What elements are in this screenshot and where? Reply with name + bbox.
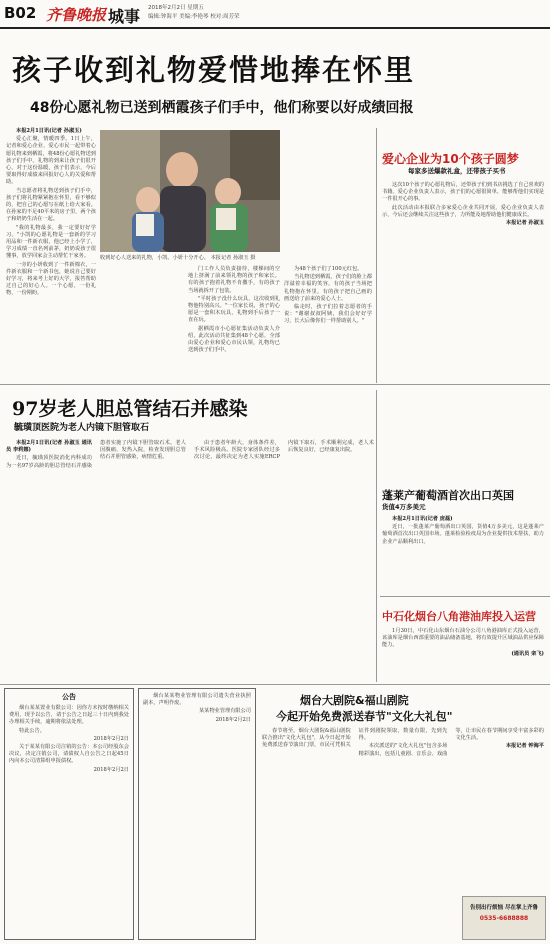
- article3-body: [262, 728, 544, 758]
- lead-paragraph: 当志愿者将礼物送到孩子们手中，孩子们将礼物紧紧抱在怀里，看不够似的，把自己的心愿写在纸上给大家看。在孙家的不足40平米的房子里，两个孩子和奶奶生活在一起。: [6, 187, 96, 223]
- sidebar1-subheadline: 每家多送爆款礼盒，还带孩子买书: [408, 167, 506, 175]
- notice-company: 某某物业管理有限公司: [199, 708, 251, 715]
- app-ad: [462, 896, 546, 940]
- issue-date: 2018年2月2日 星期五: [148, 5, 204, 11]
- sidebar1-headline: 爱心企业为10个孩子圆梦: [382, 152, 519, 166]
- lead-paragraph: 当礼物送到栖霞，孩子们的脸上都洋溢着幸福的笑容，有的孩子当场把礼物抱在怀里，有的孩子把自己画的画送给了前来的爱心人士。: [284, 274, 372, 302]
- lead-column-1: [6, 128, 96, 299]
- lead-subheadline: 48份心愿礼物已送到栖霞孩子们手中，他们称要以好成绩回报: [30, 100, 414, 116]
- children-photo-illustration: [100, 130, 280, 252]
- sidebar3-body: [382, 628, 544, 659]
- ad-title: 告别出行烦恼 尽在掌上齐鲁: [470, 905, 538, 911]
- lead-byline: 本报2月1日讯(记者 孙淑玉): [16, 128, 82, 134]
- newspaper-logo: 齐鲁晚报: [46, 6, 107, 24]
- column-rule: [376, 390, 377, 682]
- article3-subheadline: 今起开始免费派送春节"文化大礼包": [276, 710, 453, 723]
- article2-paragraph: 近日，毓璜顶医院消化内科成功为一名97岁高龄的胆总管结石并感染患者实施了内镜下胆管取石术。老人因腹痛、发热入院，检查发现胆总管结石并胆管感染，病情危重。: [6, 440, 186, 469]
- lead-photo: [100, 130, 280, 252]
- lead-paragraph: 为48个孩子们了100元红包。: [294, 266, 363, 272]
- page-number: B02: [4, 4, 37, 22]
- article2-byline: 本报2月1日讯(记者 孙淑玉 通讯员 李莉娜): [6, 440, 92, 454]
- lead-paragraph: 临走时，孩子们拉着志愿者的手说："谢谢叔叔阿姨，我们会好好学习，长大后像你们一样帮助别人。": [284, 304, 372, 325]
- article3-paragraph: 本次派送的"文化大礼包"包含多场精彩演出，包括儿童剧、音乐会、戏曲等，让市民在春节期间享受丰富多彩的文化生活。: [358, 728, 544, 757]
- editors-line: 编辑:钟海平 美编:李艳琴 校对:周芳荣: [148, 14, 240, 20]
- sidebar1-byline: 本报记者 孙淑玉: [505, 220, 544, 227]
- article2-body: [6, 440, 374, 470]
- notice-paragraph: 烟台某某置业有限公司：因你方未按时缴纳相关费用，现予以公告，请于公告之日起三十日内到我处办理相关手续，逾期将依法处理。: [9, 705, 129, 726]
- section-divider: [0, 684, 550, 685]
- section-divider: [380, 596, 550, 597]
- ad-phone: 0535-6688888: [479, 915, 529, 922]
- article3-byline: 本报记者 钟海平: [505, 743, 544, 750]
- article3-paragraph: 春节将至，烟台大剧院&福山剧院联合推出"文化大礼包"，从今日起开始免费派送春节演出门票，市民可凭相关证件到剧院领取，数量有限，先到先得。: [262, 728, 448, 749]
- sidebar3-byline: (通讯员 栾飞): [511, 650, 544, 657]
- sidebar1-body: [382, 182, 544, 228]
- sidebar1-paragraph: 这次10个孩子的心愿礼物后，还带孩子们到书店挑选了自己喜欢的书籍。爱心企业负责人表示，孩子们的心愿很简单，能够帮他们实现是一件很开心的事。: [382, 182, 544, 203]
- lead-column-2: [188, 266, 280, 355]
- sidebar3-paragraph: 1月30日，中石化山东烟台石油分公司八角港油库正式投入运营，该油库是烟台西部重要的油品储备基地，将有效提升区域油品供应保障能力。: [382, 628, 544, 649]
- notice-date: 2018年2月2日: [93, 735, 129, 742]
- notice-box: [4, 688, 134, 940]
- sidebar2-subheadline: 货值4万多美元: [382, 503, 426, 511]
- article2-subheadline: 毓璜顶医院为老人内镜下胆管取石: [14, 423, 150, 433]
- article2-paragraph: 由于患者年龄大，身体条件差，手术风险极高。医院专家团队经过多次讨论，最终决定为老人实施ERCP内镜下取石，手术顺利完成，老人术后恢复良好，已经康复出院。: [194, 440, 374, 461]
- notice-body-2: [139, 689, 255, 729]
- sidebar3-headline: 中石化烟台八角港油库投入运营: [382, 610, 536, 623]
- sidebar2-body: [382, 516, 544, 547]
- notice-paragraph: 关于某某有限公司注销的公告：本公司经股东会决议，决定注销公司，请债权人自公告之日起45日内向本公司清算组申报债权。: [9, 744, 129, 765]
- notice-paragraph: 烟台某某物业管理有限公司遗失营业执照副本，声明作废。: [143, 693, 251, 707]
- article3-headline: 烟台大剧院&福山剧院: [300, 694, 409, 707]
- lead-paragraph: "我的礼物最多，我一定要好好学习。"小凯的心愿礼物是一套新的学习用品和一件新衣服，他已经上小学了，学习成绩一直名列前茅，奶奶说孩子很懂事，放学回家会主动帮忙干家务。: [6, 224, 96, 260]
- notice-box-2: [138, 688, 256, 940]
- section-title: 城事: [108, 7, 141, 26]
- column-rule: [376, 128, 377, 383]
- notice-paragraph: 特此公告。: [19, 727, 45, 734]
- notice-body: [5, 702, 133, 778]
- lead-headline: 孩子收到礼物爱惜地捧在怀里: [12, 53, 416, 87]
- notice-title: 公告: [62, 693, 76, 701]
- sidebar2-byline: 本报2月1日讯(记者 庞磊): [392, 516, 453, 522]
- article2-headline: 97岁老人胆总管结石并感染: [12, 398, 248, 420]
- lead-paragraph: 一旁的小妍收到了一件新棉衣，一件新衣服和一个新书包，她说自己要好好学习，将来考上好的大学，报答帮助过自己的好心人。一个心愿，一份礼物，一份期盼。: [6, 261, 96, 297]
- header-rule: [0, 27, 550, 29]
- lead-paragraph: 爱心汇聚，情暖四季。1日上午，记者和爱心企业、爱心市民一起带着心愿礼物来到栖霞，将48份心愿礼物送到孩子们手中。礼物的到来让孩子们很开心，对于这份温暖，孩子们表示，今后要取得好成绩来回报好心人的关爱和帮助。: [6, 136, 96, 186]
- lead-paragraph: 据栖霞市小心愿征集活动负责人介绍，此次活动共征集到48个心愿，全部由爱心企业和爱心市民认领，礼物均已送到孩子们手中。: [188, 325, 280, 354]
- lead-paragraph: 门工作人员负责接待，楼梯间的空地上挤满了前来领礼物的孩子和家长。有的孩子抱着礼物不肯撒手，有的孩子当场就拆开了包装。: [188, 266, 280, 294]
- lead-column-3: [284, 266, 372, 327]
- notice-date: 2018年2月2日: [93, 766, 129, 773]
- lead-paragraph: "平时孩子没什么玩具，这次收到礼物他特别高兴。"一位家长说，孩子的心愿是一套积木玩具，礼物到手后孩子一直在玩。: [188, 295, 280, 324]
- photo-caption: 收到好心人送来的礼物，小凯、小妍十分开心。 本报记者 孙淑玉 摄: [100, 255, 256, 261]
- section-divider: [0, 384, 550, 385]
- sidebar1-paragraph: 此次活动由本报联合多家爱心企业共同开展，爱心企业负责人表示，今后还会继续关注这些孩子，力所能及地帮助他们健康成长。: [382, 204, 544, 218]
- sidebar2-paragraph: 近日，一批蓬莱产葡萄酒出口英国，货值4万多美元，这是蓬莱产葡萄酒首次出口英国市场。蓬莱检验检疫局为企业提供技术帮扶，助力企业产品顺利出口。: [382, 524, 544, 545]
- sidebar2-headline: 蓬莱产葡萄酒首次出口英国: [382, 489, 514, 502]
- notice-date: 2018年2月2日: [215, 716, 251, 723]
